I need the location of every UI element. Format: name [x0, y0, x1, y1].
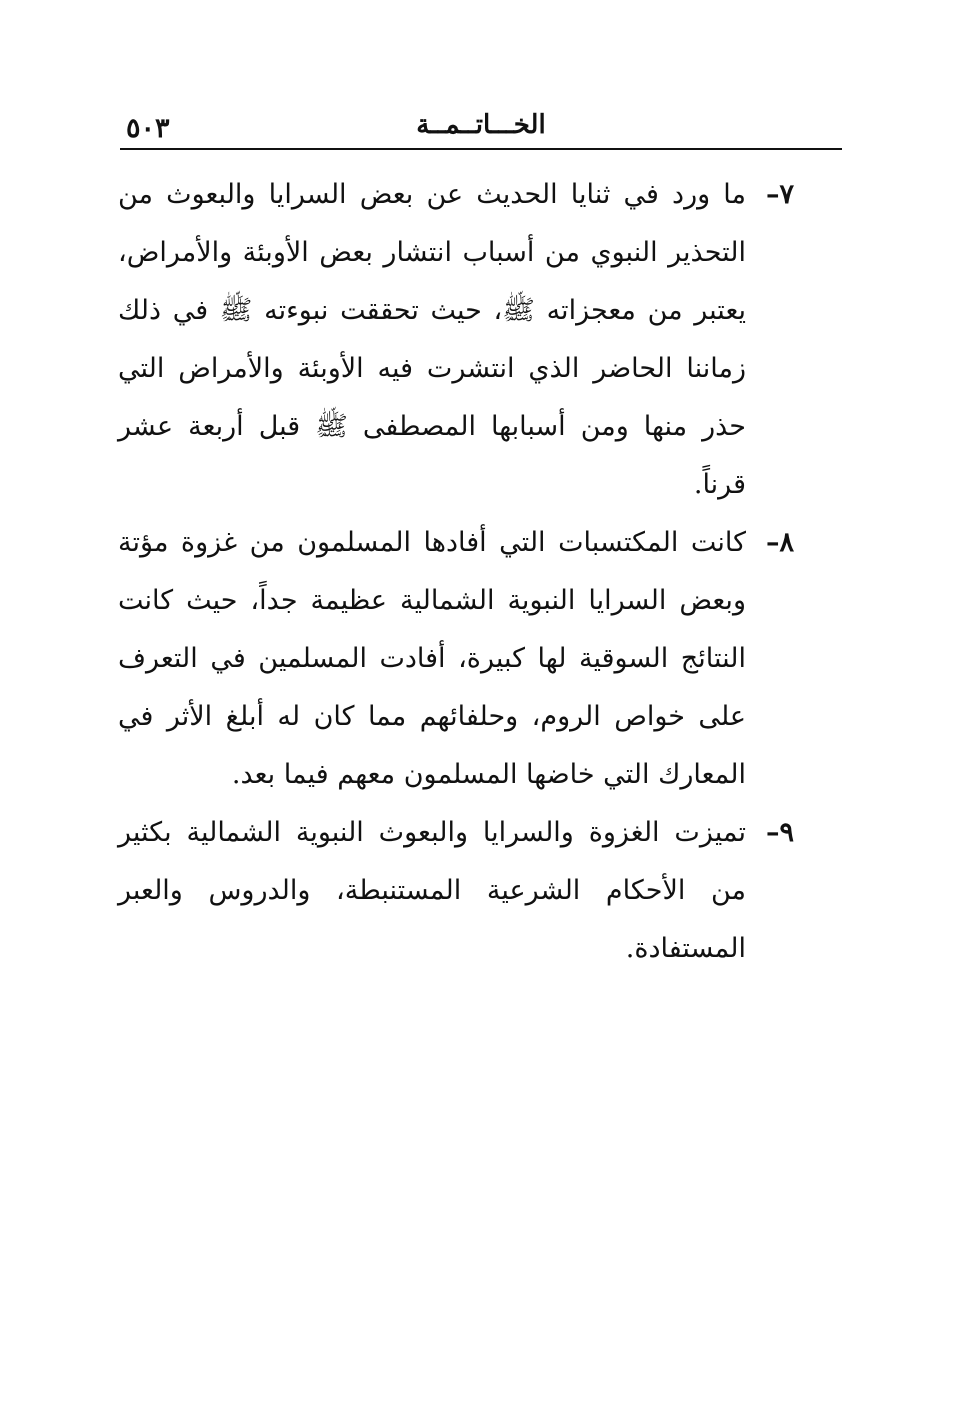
conclusion-point-7 [118, 166, 794, 514]
header-rule [120, 148, 842, 150]
page-header [120, 104, 842, 150]
point-number: ٩– [765, 817, 794, 848]
point-number: ٧– [765, 179, 794, 210]
conclusion-body [118, 166, 794, 978]
point-number: ٨– [765, 527, 794, 558]
conclusion-point-9 [118, 804, 794, 978]
point-text: تميزت الغزوة والسرايا والبعوث النبوية الشمالية بكثير من الأحكام الشرعية المستنبطة، والدروس والعبر المستفادة. [118, 817, 746, 964]
conclusion-point-8 [118, 514, 794, 804]
point-text: ما ورد في ثنايا الحديث عن بعض السرايا والبعوث من التحذير النبوي من أسباب انتشار بعض الأوبئة والأمراض، يعتبر من معجزاته ﷺ، حيث تحققت نبوءته ﷺ في ذلك زماننا الحاضر الذي انتشرت فيه الأوبئة والأمراض التي حذر منها ومن أسبابها المصطفى ﷺ قبل أربعة عشر قرناً. [118, 179, 746, 500]
running-title: الخـــاتــمــة [416, 110, 546, 140]
page-number: ٥٠٣ [126, 113, 170, 144]
point-text: كانت المكتسبات التي أفادها المسلمون من غزوة مؤتة وبعض السرايا النبوية الشمالية عظيمة جداً، حيث كانت النتائج السوقية لها كبيرة، أفادت المسلمين في التعرف على خواص الروم، وحلفائهم مما كان له أبلغ الأثر في المعارك التي خاضها المسلمون معهم فيما بعد. [118, 527, 746, 790]
